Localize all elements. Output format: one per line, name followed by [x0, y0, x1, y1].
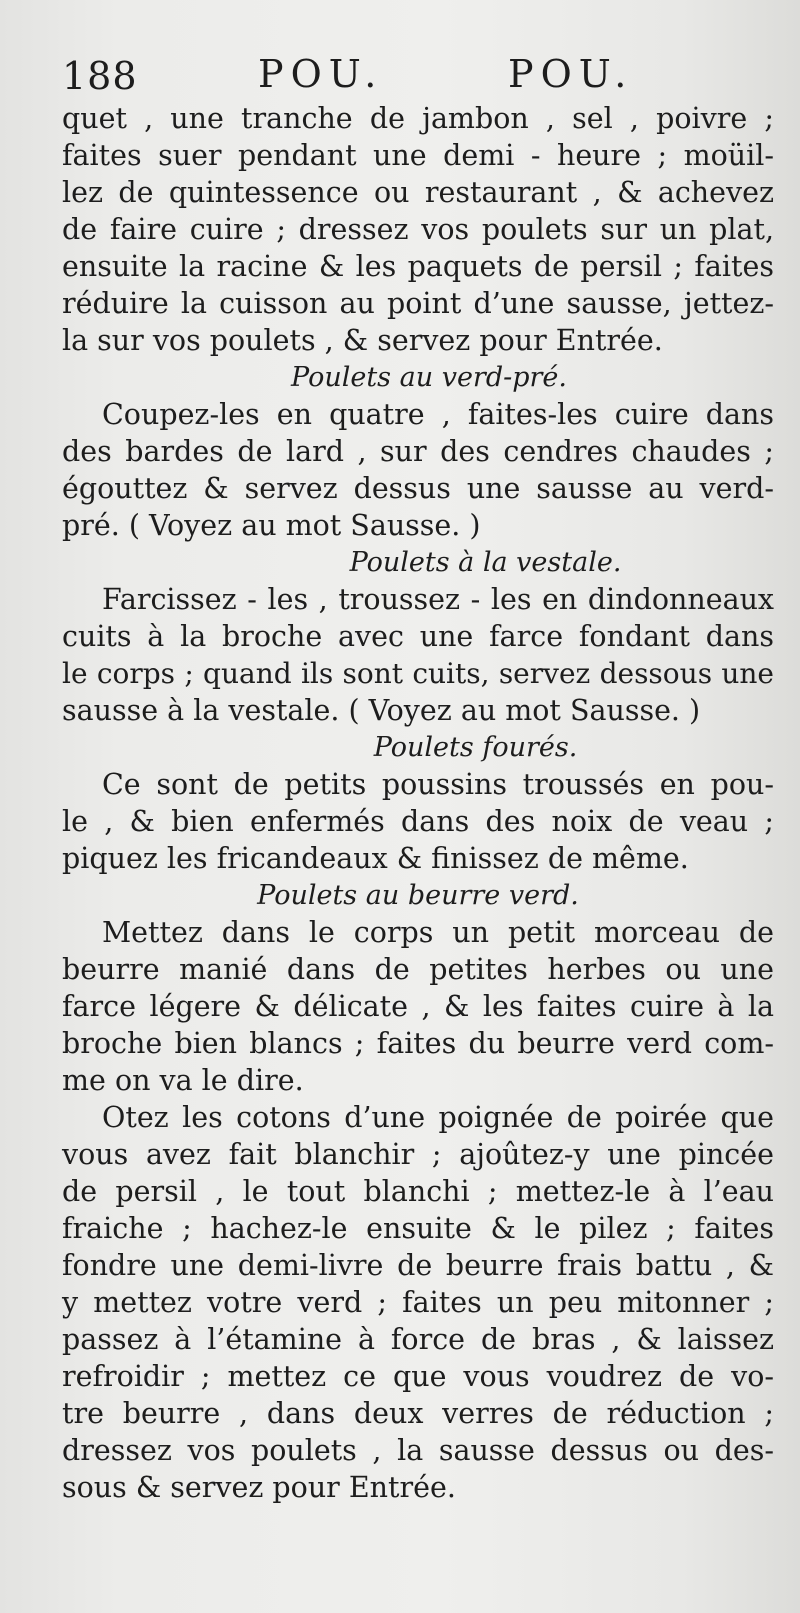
- text-line: le , & bien enfermés dans des noix de veau ;: [62, 805, 774, 838]
- text-line: ensuite la racine & les paquets de persil ; faites: [62, 250, 774, 283]
- text-line: lez de quintessence ou restaurant , & achevez: [62, 176, 774, 209]
- text-line: le corps ; quand ils sont cuits, servez dessous une: [62, 657, 774, 690]
- text-line: passez à l’étamine à force de bras , & laissez: [62, 1323, 774, 1356]
- page-number: 188: [62, 54, 138, 98]
- text-line: dressez vos poulets , la sausse dessus ou des-: [62, 1434, 774, 1467]
- recipe-title: Poulets au verd-pré.: [291, 362, 567, 393]
- text-line: égouttez & servez dessus une sausse au verd-: [62, 472, 774, 505]
- running-head-right: POU.: [508, 52, 634, 96]
- recipe-title: Poulets à la vestale.: [349, 547, 622, 578]
- text-line: fondre une demi-livre de beurre frais battu , &: [62, 1249, 774, 1282]
- text-line: y mettez votre verd ; faites un peu mitonner ;: [62, 1286, 774, 1319]
- text-line: me on va le dire.: [62, 1064, 304, 1097]
- text-line: vous avez fait blanchir ; ajoûtez-y une pincée: [62, 1138, 774, 1171]
- text-line: la sur vos poulets , & servez pour Entrée.: [62, 324, 663, 357]
- text-line: Mettez dans le corps un petit morceau de: [102, 916, 774, 949]
- text-line: fraiche ; hachez-le ensuite & le pilez ; faites: [62, 1212, 774, 1245]
- paragraph: [62, 581, 774, 729]
- paragraph: [62, 1099, 774, 1506]
- text-line: réduire la cuisson au point d’une sausse, jettez-: [62, 287, 774, 320]
- page-header: [0, 46, 800, 96]
- text-line: des bardes de lard , sur des cendres chaudes ;: [62, 435, 774, 468]
- page-body: [62, 100, 774, 1506]
- text-line: refroidir ; mettez ce que vous voudrez de vo-: [62, 1360, 774, 1393]
- paragraph: [62, 766, 774, 877]
- text-line: cuits à la broche avec une farce fondant dans: [62, 620, 774, 653]
- text-line: de faire cuire ; dressez vos poulets sur un plat,: [62, 213, 774, 246]
- text-line: beurre manié dans de petites herbes ou une: [62, 953, 774, 986]
- recipe-title: Poulets fourés.: [373, 732, 578, 763]
- text-line: Ce sont de petits poussins troussés en pou-: [102, 768, 774, 801]
- text-line: tre beurre , dans deux verres de réduction ;: [62, 1397, 774, 1430]
- text-line: faites suer pendant une demi - heure ; moüil-: [62, 139, 774, 172]
- text-line: sausse à la vestale. ( Voyez au mot Sausse. ): [62, 694, 701, 727]
- text-line: farce légere & délicate , & les faites cuire à la: [62, 990, 774, 1023]
- paragraph: [62, 396, 774, 544]
- text-line: Coupez-les en quatre , faites-les cuire dans: [102, 398, 774, 431]
- recipe-title: Poulets au beurre verd.: [257, 880, 579, 911]
- text-line: Farcissez - les , troussez - les en dindonneaux: [102, 583, 774, 616]
- text-line: pré. ( Voyez au mot Sausse. ): [62, 509, 481, 542]
- text-line: sous & servez pour Entrée.: [62, 1471, 456, 1504]
- text-line: Otez les cotons d’une poignée de poirée que: [102, 1101, 774, 1134]
- paragraph: [62, 914, 774, 1099]
- paragraph: [62, 100, 774, 359]
- text-line: piquez les fricandeaux & finissez de même.: [62, 842, 689, 875]
- text-line: quet , une tranche de jambon , sel , poivre ;: [62, 102, 774, 135]
- running-head-left: POU.: [258, 52, 384, 96]
- text-line: broche bien blancs ; faites du beurre verd com-: [62, 1027, 774, 1060]
- text-line: de persil , le tout blanchi ; mettez-le à l’eau: [62, 1175, 774, 1208]
